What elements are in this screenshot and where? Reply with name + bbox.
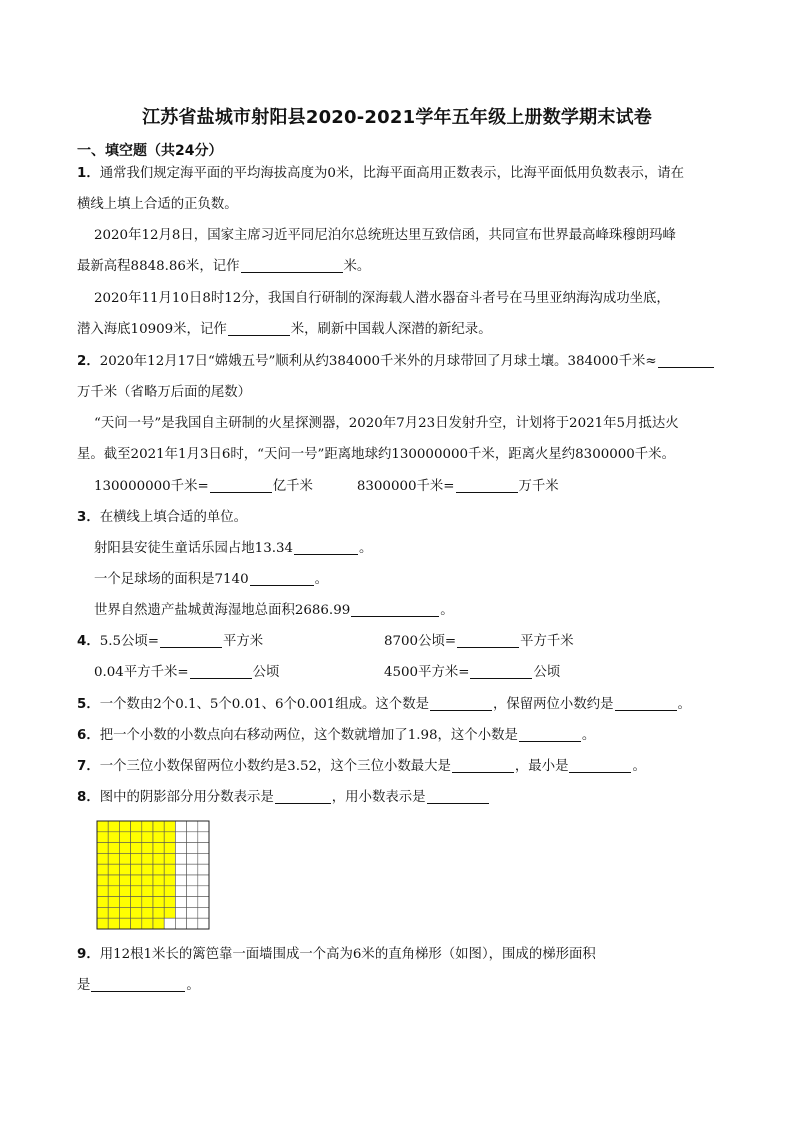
grid-cell	[187, 897, 198, 908]
q6-answer-blank[interactable]	[519, 727, 581, 742]
grid-cell-shaded	[119, 886, 130, 897]
grid-cell-shaded	[119, 918, 130, 929]
grid-cell-shaded	[164, 864, 175, 875]
q3-text-4b: 。	[440, 603, 454, 618]
grid-cell-shaded	[142, 886, 153, 897]
q4-text-b1: 8700公顷=	[384, 634, 457, 649]
q4-text-d1: 4500平方米=	[384, 665, 470, 680]
grid-cell	[198, 832, 209, 843]
q5-text-b: ，保留两位小数约是	[492, 697, 614, 712]
grid-cell-shaded	[142, 897, 153, 908]
page-title: 江苏省盐城市射阳县2020-2021学年五年级上册数学期末试卷	[142, 107, 652, 128]
q9-text-2b: 。	[186, 978, 200, 993]
grid-cell	[198, 918, 209, 929]
grid-cell-shaded	[108, 907, 119, 918]
q7-text-b: ，最小是	[514, 759, 569, 774]
grid-cell	[187, 864, 198, 875]
grid-cell-shaded	[108, 843, 119, 854]
q3-number: 3．	[77, 510, 100, 525]
q4-answer-blank-1[interactable]	[160, 633, 222, 648]
grid-cell	[187, 853, 198, 864]
grid-cell-shaded	[131, 897, 142, 908]
q1-text-4b: 米。	[343, 259, 371, 274]
grid-cell-shaded	[97, 853, 108, 864]
grid-cell	[175, 886, 186, 897]
grid-cell	[187, 875, 198, 886]
q8-answer-blank-2[interactable]	[427, 789, 489, 804]
grid-cell-shaded	[164, 843, 175, 854]
grid-cell-shaded	[153, 821, 164, 832]
grid-cell-shaded	[119, 843, 130, 854]
q3-answer-blank-3[interactable]	[351, 602, 439, 617]
q4-text-d2: 公顷	[533, 665, 561, 680]
grid-cell-shaded	[153, 907, 164, 918]
q3-text-3b: 。	[314, 572, 328, 587]
grid-cell-shaded	[142, 875, 153, 886]
grid-cell-shaded	[153, 875, 164, 886]
grid-cell-shaded	[97, 843, 108, 854]
q2-text-5a: 130000000千米=	[94, 479, 209, 494]
grid-cell-shaded	[142, 918, 153, 929]
q1-text-1: 通常我们规定海平面的平均海拔高度为0米，比海平面高用正数表示，比海平面低用负数表示，请在	[99, 166, 685, 181]
q9-line-2	[77, 976, 200, 996]
q9-text-2a: 是	[77, 978, 91, 993]
grid-cell-shaded	[119, 821, 130, 832]
q3-line-1	[77, 508, 247, 528]
q4-text-a2: 平方米	[223, 634, 264, 649]
grid-cell-shaded	[97, 864, 108, 875]
q4-text-a1: 5.5公顷=	[99, 634, 160, 649]
q7-text-a: 一个三位小数保留两位小数约是3.52，这个三位小数最大是	[99, 759, 451, 774]
q1-line-2: 横线上填上合适的正负数。	[77, 197, 238, 212]
q1-text-6b: 米，刷新中国载人深潜的新纪录。	[290, 322, 492, 337]
q4-line-1b	[384, 632, 574, 652]
grid-cell	[198, 907, 209, 918]
grid-cell-shaded	[97, 832, 108, 843]
grid-cell-shaded	[153, 853, 164, 864]
grid-cell	[198, 886, 209, 897]
q6-line	[77, 726, 595, 746]
grid-cell-shaded	[131, 907, 142, 918]
q4-text-b2: 平方千米	[520, 634, 574, 649]
q4-line-1a	[77, 632, 263, 652]
q4-text-c1: 0.04平方千米=	[94, 665, 189, 680]
grid-cell	[175, 897, 186, 908]
q3-line-4	[94, 601, 454, 621]
q3-text-1: 在横线上填合适的单位。	[99, 510, 248, 525]
grid-cell-shaded	[119, 875, 130, 886]
q2-line-1	[77, 352, 715, 372]
grid-cell-shaded	[108, 918, 119, 929]
q2-answer-blank-1[interactable]	[658, 353, 714, 368]
q5-answer-blank-1[interactable]	[430, 696, 492, 711]
q6-number: 6．	[77, 728, 100, 743]
q4-answer-blank-4[interactable]	[470, 664, 532, 679]
grid-cell	[187, 918, 198, 929]
grid-cell	[187, 907, 198, 918]
q2-answer-blank-3[interactable]	[456, 478, 518, 493]
grid-cell	[175, 821, 186, 832]
grid-cell	[175, 875, 186, 886]
grid-cell-shaded	[164, 907, 175, 918]
grid-cell-shaded	[131, 821, 142, 832]
q1-answer-blank-1[interactable]	[241, 258, 343, 273]
q4-number: 4．	[77, 634, 100, 649]
q1-number: 1．	[77, 166, 100, 181]
grid-cell-shaded	[108, 864, 119, 875]
grid-cell-shaded	[108, 897, 119, 908]
q3-text-3a: 一个足球场的面积是7140	[94, 572, 249, 587]
grid-cell	[175, 918, 186, 929]
grid-cell-shaded	[97, 886, 108, 897]
grid-cell-shaded	[131, 864, 142, 875]
q1-line-6	[77, 320, 492, 340]
grid-cell	[175, 832, 186, 843]
grid-cell-shaded	[142, 907, 153, 918]
grid-cell-shaded	[153, 864, 164, 875]
grid-cell-shaded	[97, 907, 108, 918]
grid-cell-shaded	[164, 821, 175, 832]
q8-line	[77, 788, 490, 808]
q1-answer-blank-2[interactable]	[228, 321, 290, 336]
q2-number: 2．	[77, 354, 100, 369]
grid-cell	[175, 843, 186, 854]
q5-text-c: 。	[677, 697, 691, 712]
grid-cell-shaded	[131, 886, 142, 897]
grid-cell	[175, 907, 186, 918]
q1-line-3: 2020年12月8日，国家主席习近平同尼泊尔总统班达里互致信函，共同宣布世界最高峰珠穆朗玛峰	[94, 228, 676, 243]
grid-cell-shaded	[164, 853, 175, 864]
grid-cell-shaded	[119, 832, 130, 843]
q2-answer-blank-2[interactable]	[210, 478, 272, 493]
grid-cell	[164, 918, 175, 929]
q4-text-c2: 公顷	[252, 665, 280, 680]
q6-text-a: 把一个小数的小数点向右移动两位，这个数就增加了1.98，这个小数是	[99, 728, 518, 743]
grid-cell	[187, 886, 198, 897]
q5-line	[77, 695, 691, 715]
q9-text-1: 用12根1米长的篱笆靠一面墙围成一个高为6米的直角梯形（如图），围成的梯形面积	[99, 947, 596, 962]
q7-answer-blank-1[interactable]	[452, 758, 514, 773]
grid-cell	[187, 843, 198, 854]
grid-cell-shaded	[108, 832, 119, 843]
q2-line-5	[94, 477, 559, 497]
grid-cell-shaded	[164, 897, 175, 908]
grid-cell	[175, 853, 186, 864]
grid-cell-shaded	[142, 864, 153, 875]
q7-number: 7．	[77, 759, 100, 774]
q4-line-2a	[94, 663, 279, 683]
hundred-grid	[96, 820, 210, 930]
grid-cell-shaded	[97, 821, 108, 832]
q9-line-1	[77, 945, 596, 965]
grid-cell-shaded	[97, 918, 108, 929]
grid-cell-shaded	[108, 875, 119, 886]
q3-text-2a: 射阳县安徒生童话乐园占地13.34	[94, 541, 294, 556]
grid-cell-shaded	[153, 832, 164, 843]
grid-cell-shaded	[142, 821, 153, 832]
q2-text-1: 2020年12月17日“嫦娥五号”顺利从约384000千米外的月球带回了月球土壤。384000千米≈	[99, 354, 657, 369]
q2-text-5c: 8300000千米=	[356, 479, 455, 494]
q7-answer-blank-2[interactable]	[569, 758, 631, 773]
q2-text-5b: 亿千米	[272, 479, 313, 494]
grid-cell-shaded	[142, 832, 153, 843]
q3-text-4a: 世界自然遗产盐城黄海湿地总面积2686.99	[94, 603, 351, 618]
grid-cell-shaded	[164, 886, 175, 897]
q8-text-b: ，用小数表示是	[331, 790, 426, 805]
grid-cell	[187, 821, 198, 832]
q1-line-1	[77, 164, 684, 184]
q3-text-2b: 。	[359, 541, 373, 556]
q4-answer-blank-3[interactable]	[190, 664, 252, 679]
q8-text-a: 图中的阴影部分用分数表示是	[99, 790, 274, 805]
grid-cell-shaded	[131, 853, 142, 864]
q6-text-b: 。	[581, 728, 596, 743]
grid-cell-shaded	[142, 843, 153, 854]
grid-cell-shaded	[164, 832, 175, 843]
grid-cell	[198, 843, 209, 854]
q2-line-4: 星。截至2021年1月3日6时，“天问一号”距离地球约130000000千米，距离火星约8300000千米。	[77, 447, 675, 462]
q3-line-3	[94, 570, 328, 590]
grid-cell-shaded	[119, 907, 130, 918]
grid-cell-shaded	[153, 886, 164, 897]
q3-answer-blank-1[interactable]	[294, 540, 358, 555]
grid-cell-shaded	[131, 918, 142, 929]
q5-text-a: 一个数由2个0.1、5个0.01、6个0.001组成。这个数是	[99, 697, 429, 712]
grid-cell-shaded	[119, 853, 130, 864]
q2-line-3: “天问一号”是我国自主研制的火星探测器，2020年7月23日发射升空，计划将于2021年5月抵达火	[94, 416, 679, 431]
q9-number: 9．	[77, 947, 100, 962]
grid-cell-shaded	[131, 875, 142, 886]
grid-cell	[198, 853, 209, 864]
q7-line	[77, 757, 646, 777]
q8-number: 8．	[77, 790, 100, 805]
grid-cell-shaded	[119, 897, 130, 908]
q7-text-c: 。	[632, 759, 646, 774]
q5-number: 5．	[77, 697, 100, 712]
grid-cell-shaded	[131, 843, 142, 854]
grid-cell-shaded	[97, 875, 108, 886]
q4-line-2b	[384, 663, 560, 683]
q5-answer-blank-2[interactable]	[615, 696, 677, 711]
grid-cell-shaded	[119, 864, 130, 875]
q3-answer-blank-2[interactable]	[250, 571, 314, 586]
q3-line-2	[94, 539, 372, 559]
section-heading: 一、填空题（共24分）	[77, 143, 223, 159]
grid-cell	[198, 864, 209, 875]
grid-cell	[187, 832, 198, 843]
q1-line-4	[77, 257, 370, 277]
q1-text-4a: 最新高程8848.86米，记作	[77, 259, 240, 274]
grid-cell-shaded	[108, 821, 119, 832]
grid-cell-shaded	[108, 853, 119, 864]
q8-answer-blank-1[interactable]	[275, 789, 331, 804]
grid-cell-shaded	[153, 843, 164, 854]
q4-answer-blank-2[interactable]	[457, 633, 519, 648]
q1-text-6a: 潜入海底10909米，记作	[77, 322, 227, 337]
q1-line-5: 2020年11月10日8时12分，我国自行研制的深海载人潜水器奋斗者号在马里亚纳海沟成功坐底，	[94, 291, 670, 306]
grid-cell-shaded	[153, 918, 164, 929]
q2-text-5d: 万千米	[518, 479, 559, 494]
grid-cell-shaded	[108, 886, 119, 897]
grid-cell-shaded	[142, 853, 153, 864]
q9-answer-blank[interactable]	[91, 977, 185, 992]
q2-line-2: 万千米（省略万后面的尾数）	[77, 385, 252, 400]
grid-cell-shaded	[153, 897, 164, 908]
grid-cell	[198, 875, 209, 886]
grid-cell	[175, 864, 186, 875]
hundred-grid-figure	[96, 820, 210, 934]
grid-cell-shaded	[164, 875, 175, 886]
grid-cell-shaded	[97, 897, 108, 908]
grid-cell	[198, 821, 209, 832]
grid-cell	[198, 897, 209, 908]
grid-cell-shaded	[131, 832, 142, 843]
